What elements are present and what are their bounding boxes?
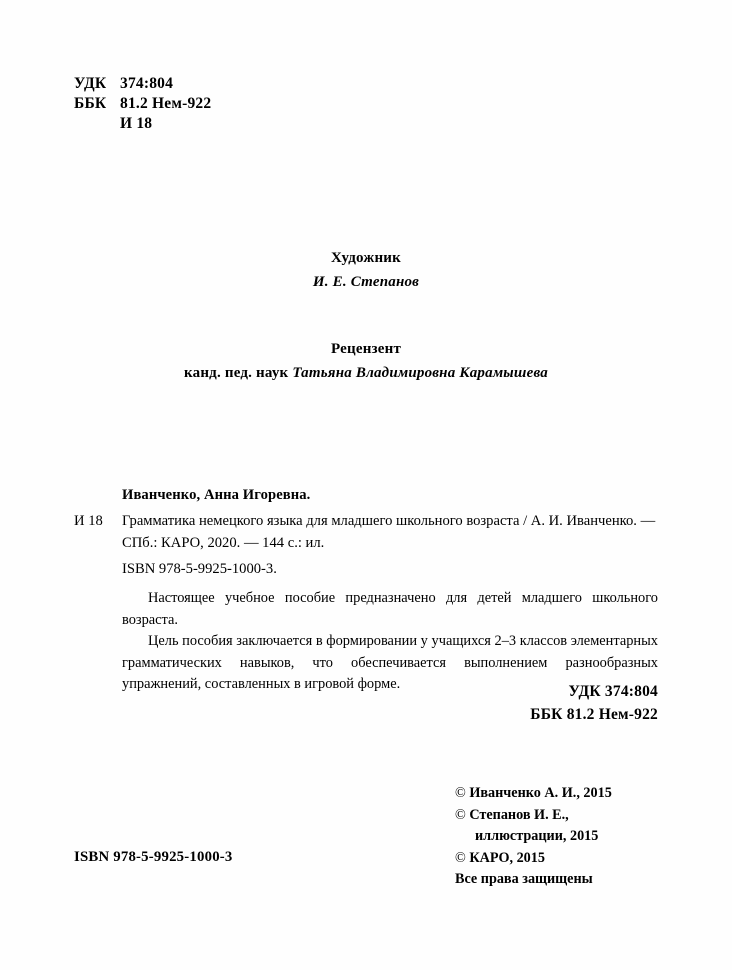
artist-name: И. Е. Степанов: [312, 274, 420, 290]
biblio-index: И 18: [74, 512, 103, 529]
udk-label: УДК: [74, 75, 107, 92]
bbk-line: [74, 94, 211, 114]
copyright-symbol-2: ©: [455, 806, 466, 823]
author-index-line: [74, 114, 211, 134]
biblio-isbn: ISBN 978-5-9925-1000-3.: [122, 560, 277, 577]
bbk-repeat: ББК 81.2 Нем-922: [530, 706, 658, 723]
bbk-value: 81.2 Нем-922: [120, 95, 212, 112]
biblio-description: Грамматика немецкого языка для младшего школьного возраста / А. И. Иванченко. — СПб.: КАРО, 2020. — 144 с.: ил.: [122, 512, 656, 551]
bibliographic-record: [74, 484, 658, 580]
biblio-description-row: [74, 510, 658, 555]
author-index-value: И 18: [120, 115, 153, 132]
annotation-paragraph-2: Цель пособия заключается в формировании у учащихся 2–3 классов элементарных грамматических навыков, что обеспечивается выполнением разнообразных упражнений, составленных в игровой форме.: [122, 633, 658, 692]
copyright-holder-3: КАРО, 2015: [469, 849, 545, 866]
reviewer-credit: [0, 337, 732, 385]
copyright-symbol-1: ©: [455, 785, 466, 801]
udk-repeat: УДК 374:804: [568, 683, 658, 700]
rights-reserved-line: Все права защищены: [455, 871, 593, 887]
artist-role-label: Художник: [331, 250, 401, 266]
copyright-line-2: [455, 805, 658, 827]
annotation-paragraph-1: Настоящее учебное пособие предназначено для детей младшего школьного возраста.: [122, 590, 658, 628]
copyright-line-2-continued: иллюстрации, 2015: [475, 828, 599, 844]
copyright-line-1: [455, 783, 658, 805]
copyright-symbol-3: ©: [455, 849, 466, 866]
reviewer-degree: канд. пед. наук: [184, 365, 293, 381]
copyright-block: [455, 783, 658, 891]
classification-repeat-block: [0, 680, 658, 726]
udk-line: [74, 74, 211, 94]
bbk-label: ББК: [74, 95, 107, 112]
copyright-line-3: [455, 848, 658, 870]
isbn-bottom: ISBN 978-5-9925-1000-3: [74, 849, 233, 865]
copyright-holder-2: Степанов И. Е.,: [469, 806, 569, 823]
artist-credit: [0, 246, 732, 294]
udk-value: 374:804: [120, 75, 174, 92]
biblio-author: Иванченко, Анна Игоревна.: [122, 487, 311, 503]
reviewer-name: Татьяна Владимировна Карамышева: [292, 365, 548, 381]
copyright-holder-1: Иванченко А. И., 2015: [469, 785, 612, 801]
classification-block: [74, 74, 211, 134]
reviewer-name-line: [0, 361, 732, 385]
reviewer-role-label: Рецензент: [330, 341, 402, 357]
